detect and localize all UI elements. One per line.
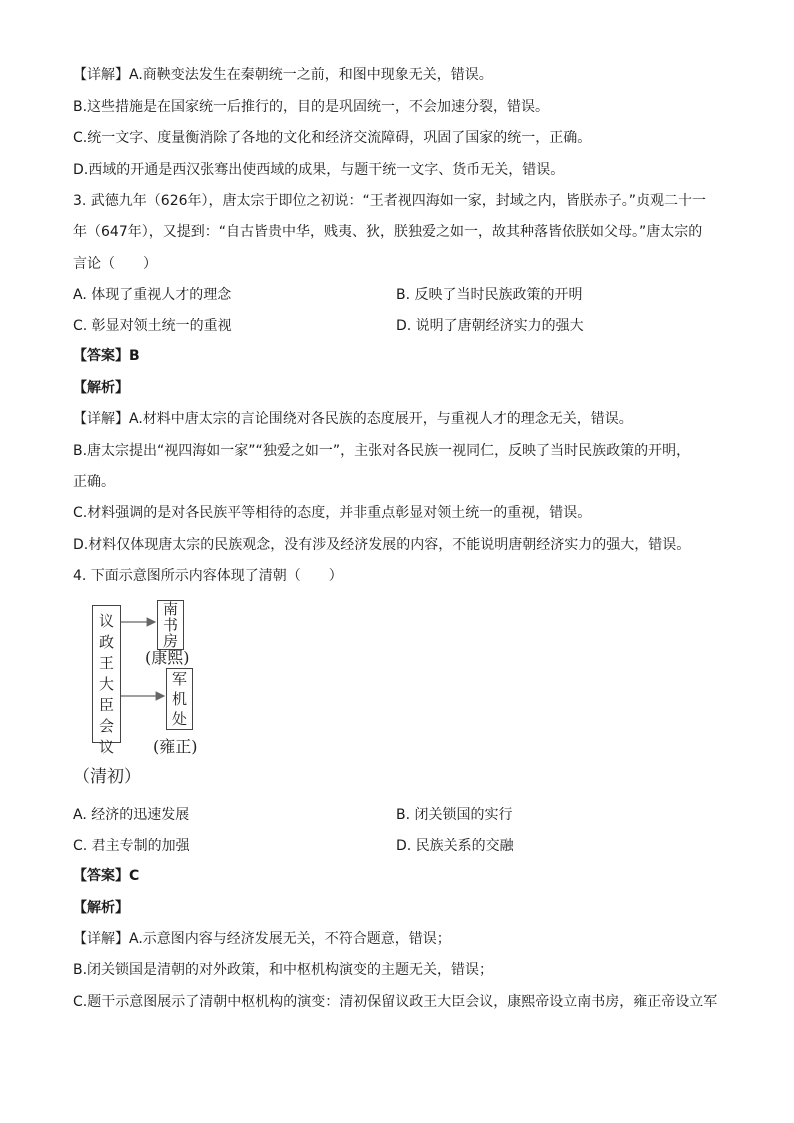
q4-detail-c: C.题干示意图展示了清朝中枢机构的演变：清初保留议政王大臣会议，康熙帝设立南书房，雍正帝设立军 bbox=[73, 994, 718, 1010]
qingchu-caption: （清初） bbox=[73, 767, 141, 787]
question-4-stem: 4. 下面示意图所示内容体现了清朝（ ） bbox=[73, 568, 343, 584]
q3-option-c: C. 彰显对领土统一的重视 bbox=[73, 318, 232, 334]
nanshufang-box: 南 书 房 bbox=[157, 600, 184, 650]
question-3-line-2: 年（647年），又提到：“自古皆贵中华，贱夷、狄，朕独爱之如一，故其种落皆依朕如父母。”唐太宗的 bbox=[73, 224, 703, 240]
q4-analysis-heading: 【解析】 bbox=[73, 900, 129, 916]
q4-answer: 【答案】C bbox=[73, 868, 140, 884]
q3-detail-c: C.材料强调的是对各民族平等相待的态度，并非重点彰显对领土统一的重视，错误。 bbox=[73, 505, 592, 521]
q3-analysis-heading: 【解析】 bbox=[73, 380, 129, 396]
question-3-line-3: 言论（ ） bbox=[73, 256, 157, 272]
line-detail-2a: 【详解】A.商鞅变法发生在秦朝统一之前，和图中现象无关，错误。 bbox=[73, 67, 493, 83]
q4-option-b: B. 闭关锁国的实行 bbox=[396, 807, 513, 823]
q3-answer: 【答案】B bbox=[73, 348, 140, 364]
q4-detail-a: 【详解】A.示意图内容与经济发展无关，不符合题意，错误； bbox=[73, 931, 451, 947]
question-3-line-1: 3. 武德九年（626年），唐太宗于即位之初说：“王者视四海如一家，封域之内，皆朕赤子。”贞观二十一 bbox=[73, 193, 707, 209]
q3-detail-b-2: 正确。 bbox=[73, 474, 115, 490]
q3-detail-d: D.材料仅体现唐太宗的民族观念，没有涉及经济发展的内容，不能说明唐朝经济实力的强大，错误。 bbox=[73, 537, 691, 553]
q3-option-a: A. 体现了重视人才的理念 bbox=[73, 287, 232, 303]
q3-detail-b-1: B.唐太宗提出“视四海如一家”“独爱之如一”，主张对各民族一视同仁，反映了当时民族政策的开明， bbox=[73, 443, 691, 459]
line-detail-2b: B.这些措施是在国家统一后推行的，目的是巩固统一，不会加速分裂，错误。 bbox=[73, 99, 550, 115]
q4-option-d: D. 民族关系的交融 bbox=[396, 838, 514, 854]
council-box: 议 政 王 大 臣 会 议 bbox=[92, 605, 121, 743]
q3-option-d: D. 说明了唐朝经济实力的强大 bbox=[396, 318, 584, 334]
junjichu-box: 军 机 处 bbox=[166, 668, 193, 730]
line-detail-2d: D.西域的开通是西汉张骞出使西域的成果，与题干统一文字、货币无关，错误。 bbox=[73, 162, 565, 178]
q4-option-c: C. 君主专制的加强 bbox=[73, 838, 190, 854]
line-detail-2c: C.统一文字、度量衡消除了各地的文化和经济交流障碍，巩固了国家的统一，正确。 bbox=[73, 130, 592, 146]
yongzheng-caption: (雍正) bbox=[153, 737, 198, 756]
q4-option-a: A. 经济的迅速发展 bbox=[73, 807, 190, 823]
q3-option-b: B. 反映了当时民族政策的开明 bbox=[396, 287, 583, 303]
q4-detail-b: B.闭关锁国是清朝的对外政策，和中枢机构演变的主题无关，错误； bbox=[73, 962, 494, 978]
q3-detail-a: 【详解】A.材料中唐太宗的言论围绕对各民族的态度展开，与重视人才的理念无关，错误。 bbox=[73, 411, 633, 427]
kangxi-caption: (康熙) bbox=[145, 648, 190, 667]
